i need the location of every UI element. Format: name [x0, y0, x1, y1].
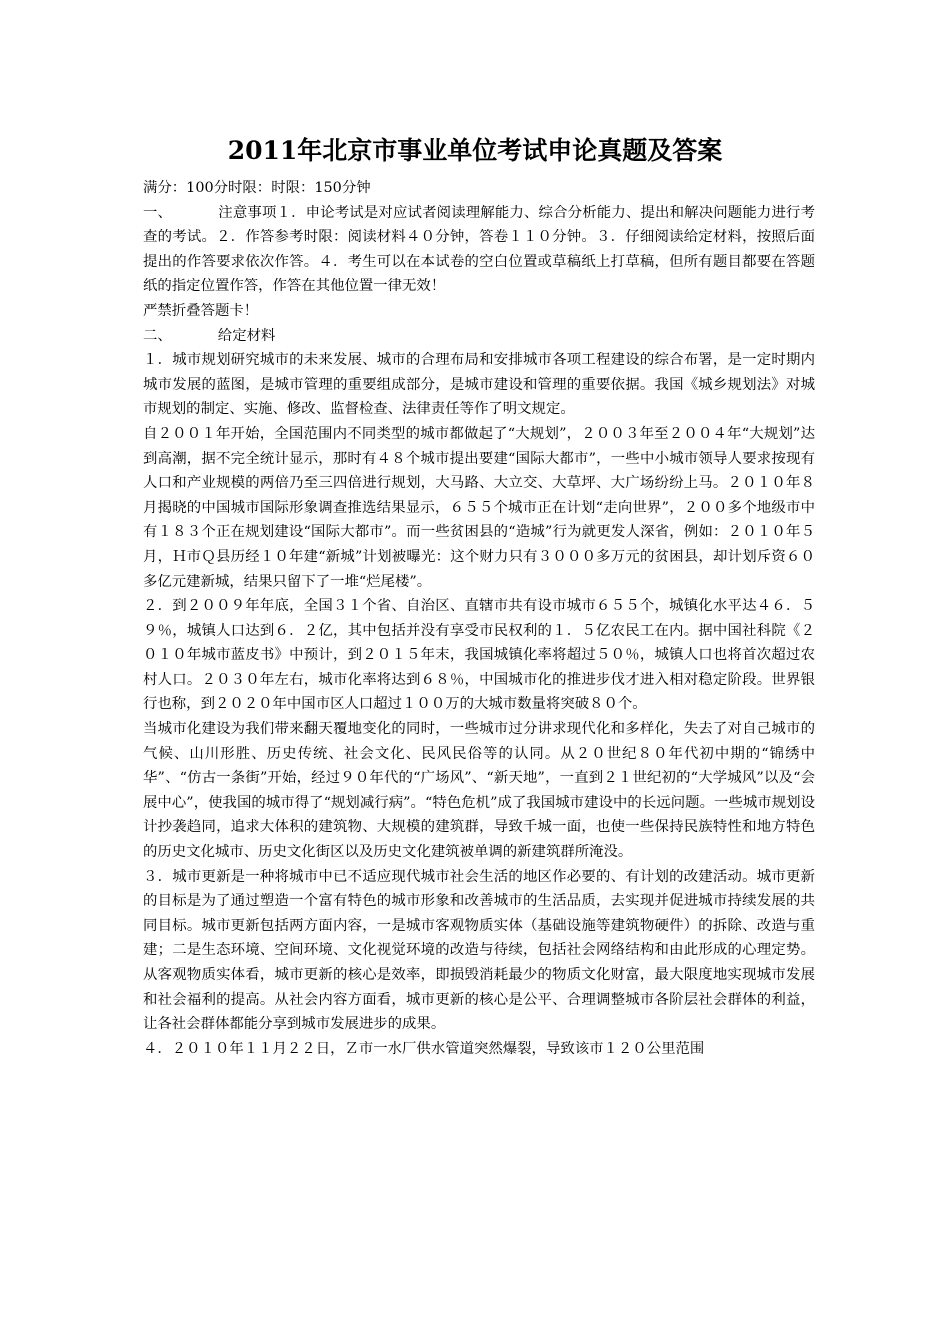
paragraph: 自２００１年开始，全国范围内不同类型的城市都做起了“大规划”，２００３年至２００４年“大规划”达到高潮，据不完全统计显示，那时有４８个城市提出要建“国际大都市”，一些中小城市领导人要求按现有人口和产业规模的两倍乃至三四倍进行规划，大马路、大立交、大草坪、大广场纷纷上马。２０１０年８月揭晓的中国城市国际形象调查推选结果显示，６５５个城市正在计划“走向世界”，２００多个地级市中有１８３个正在规划建设“国际大都市”。而一些贫困县的“造城”行为就更发人深省，例如：２０１０年５月，Ｈ市Ｑ县历经１０年建“新城”计划被曝光：这个财力只有３０００多万元的贫困县，却计划斥资６０多亿元建新城，结果只留下了一堆“烂尾楼”。: [143, 425, 815, 590]
section-instructions: [143, 201, 815, 299]
paragraph: ３．城市更新是一种将城市中已不适应现代城市社会生活的地区作必要的、有计划的改建活动。城市更新的目标是为了通过塑造一个富有特色的城市形象和改善城市的生活品质，去实现并促进城市持续发展的共同目标。城市更新包括两方面内容，一是城市客观物质实体（基础设施等建筑物硬件）的拆除、改造与重建；二是生态环境、空间环境、文化视觉环境的改造与待续，包括社会网络结构和由此形成的心理定势。从客观物质实体看，城市更新的核心是效率，即损毁消耗最少的物质文化财富，最大限度地实现城市发展和社会福利的提高。从社会内容方面看，城市更新的核心是公平、合理调整城市各阶层社会群体的利益，让各社会群体都能分享到城市发展进步的成果。: [143, 868, 815, 1033]
paragraph: 当城市化建设为我们带来翻天覆地变化的同时，一些城市过分讲求现代化和多样化，失去了对自己城市的气候、山川形胜、历史传统、社会文化、民风民俗等的认同。从２０世纪８０年代初中期的“锦绣中华”、“仿古一条街”开始，经过９０年代的“广场风”、“新天地”，一直到２１世纪初的“大学城风”以及“会展中心”，使我国的城市得了“规划减行病”。“特色危机”成了我国城市建设中的长远问题。一些城市规划设计抄袭趋同，追求大体积的建筑物、大规模的建筑群，导致千城一面，也使一些保持民族特性和地方特色的历史文化城市、历史文化街区以及历史文化建筑被单调的新建筑群所淹没。: [143, 721, 815, 861]
paragraph: ２．到２００９年年底，全国３１个省、自治区、直辖市共有设市城市６５５个，城镇化水平达４６．５９％，城镇人口达到６．２亿，其中包括并没有享受市民权利的１．５亿农民工在内。据中国社科院《２０１０年城市蓝皮书》中预计，到２０１５年末，我国城镇化率将超过５０％，城镇人口也将首次超过农村人口。２０３０年左右，城市化率将达到６８％，中国城市化的推进步伐才进入相对稳定阶段。世界银行也称，到２０２０年中国市区人口超过１００万的大城市数量将突破８０个。: [143, 598, 815, 713]
warning-text: 严禁折叠答题卡！: [143, 302, 259, 319]
section-number: 一、: [143, 204, 173, 221]
document-body: [143, 176, 815, 1061]
section-title: 给定材料: [217, 327, 276, 344]
exam-meta: 满分：100分时限：时限：150分钟: [143, 180, 371, 196]
section-materials-heading: [143, 324, 815, 349]
document-title: 2011年北京市事业单位考试申论真题及答案: [227, 136, 723, 165]
paragraph: ４．２０１０年１１月２２日，Ｚ市一水厂供水管道突然爆裂，导致该市１２０公里范围: [143, 1040, 705, 1057]
instructions-text: 注意事项１．申论考试是对应试者阅读理解能力、综合分析能力、提出和解决问题能力进行考查的考试。２．作答参考时限：阅读材料４０分钟，答卷１１０分钟。３．仔细阅读给定材料，按照后面提出的作答要求依次作答。４．考生可以在本试卷的空白位置或草稿纸上打草稿，但所有题目都要在答题纸的指定位置作答，作答在其他位置一律无效！: [143, 204, 815, 295]
paragraph: １．城市规划研究城市的未来发展、城市的合理布局和安排城市各项工程建设的综合布署，是一定时期内城市发展的蓝图，是城市管理的重要组成部分，是城市建设和管理的重要依据。我国《城乡规划法》对城市规划的制定、实施、修改、监督检查、法律责任等作了明文规定。: [143, 352, 815, 418]
section-number: 二、: [143, 327, 172, 344]
